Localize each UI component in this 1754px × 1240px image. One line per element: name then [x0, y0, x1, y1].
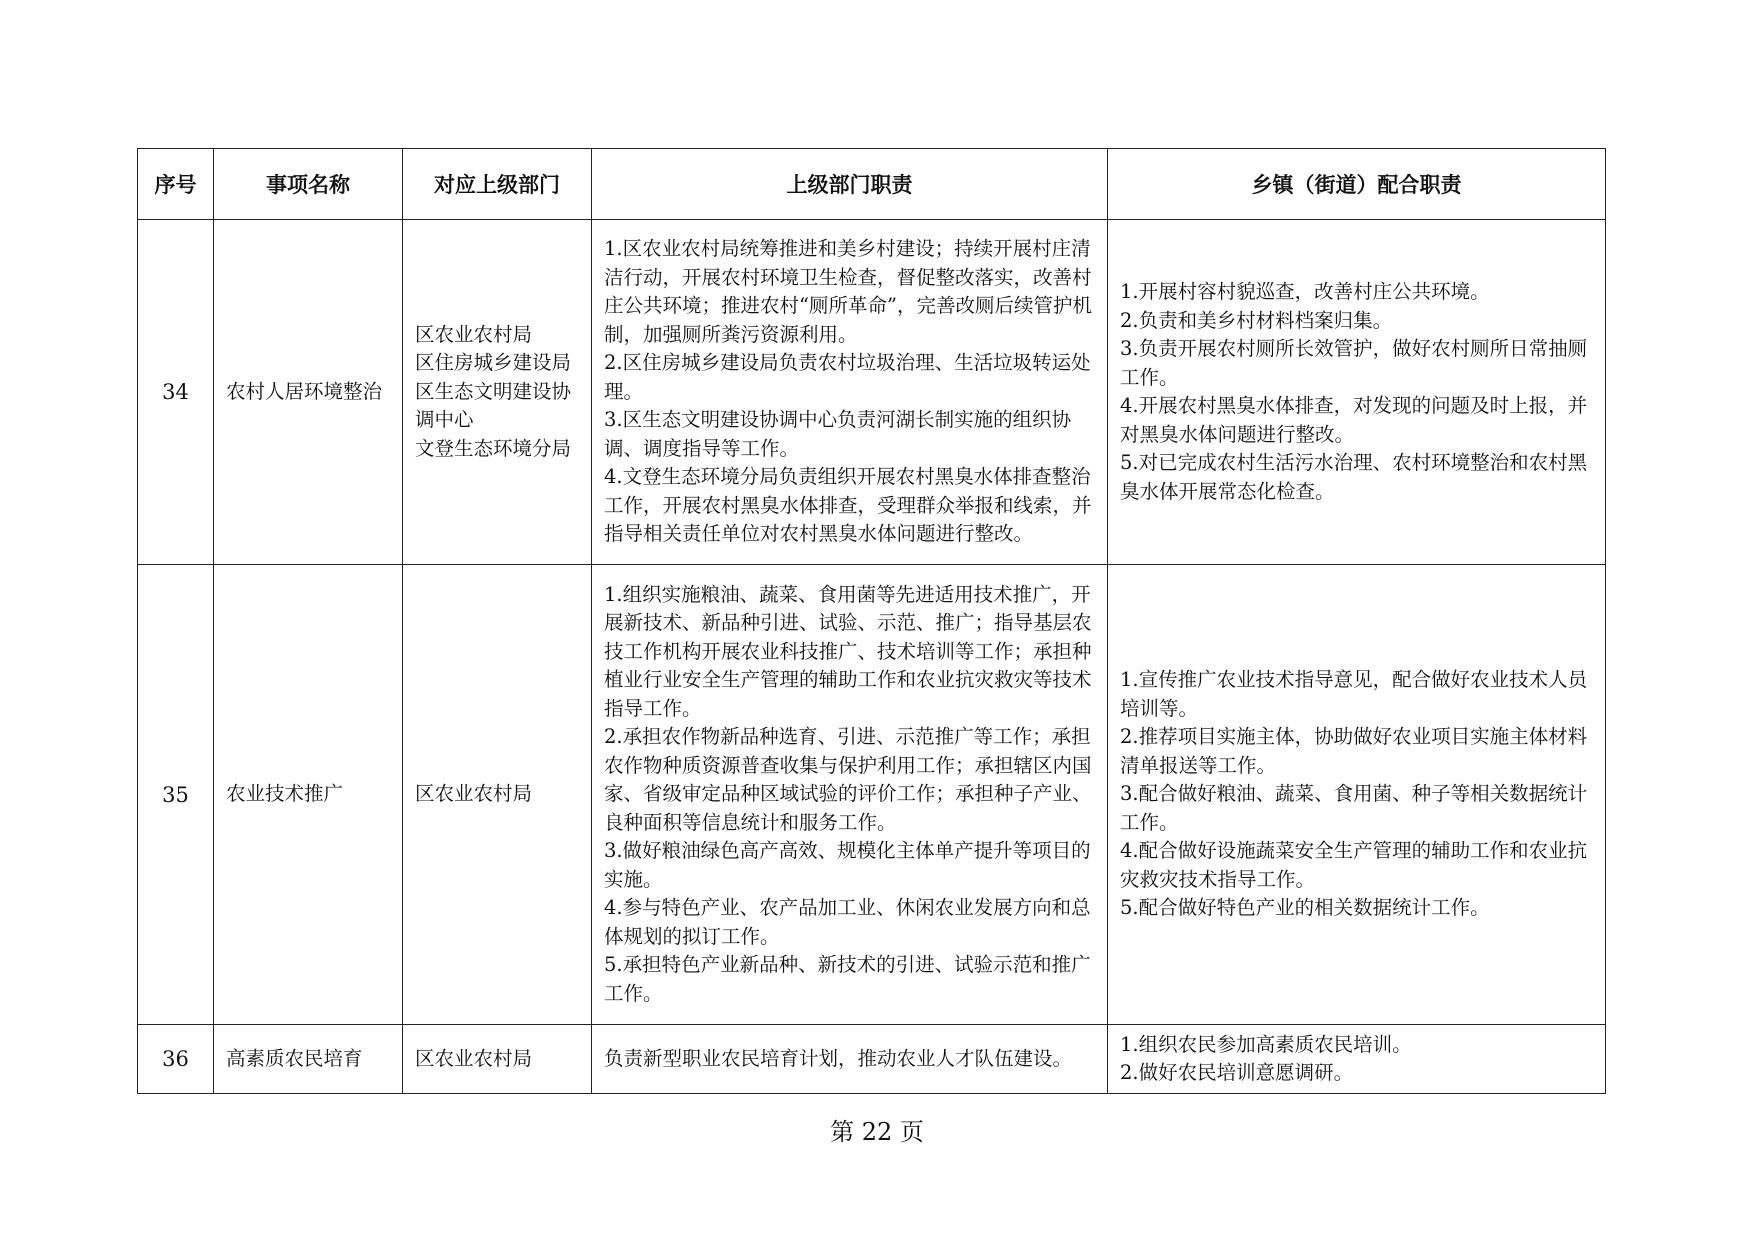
header-serial-number: 序号 — [138, 149, 214, 220]
department-line: 区住房城乡建设局 — [415, 351, 572, 375]
township-duties-cell — [1108, 220, 1606, 565]
township-duties-cell — [1108, 1025, 1606, 1094]
duty-paragraph: 5.对已完成农村生活污水治理、农村环境整治和农村黑臭水体开展常态化检查。 — [1120, 451, 1588, 503]
superior-duties-cell — [592, 220, 1108, 565]
table-header-row — [138, 149, 1606, 220]
page-number: 第 22 页 — [830, 1118, 924, 1146]
duty-paragraph: 4.配合做好设施蔬菜安全生产管理的辅助工作和农业抗灾救灾技术指导工作。 — [1120, 839, 1588, 891]
department-line: 区农业农村局 — [415, 322, 533, 346]
duty-paragraph: 4.文登生态环境分局负责组织开展农村黑臭水体排查整治工作，开展农村黑臭水体排查，受理群众举报和线索，并指导相关责任单位对农村黑臭水体问题进行整改。 — [604, 465, 1092, 546]
township-duties-cell — [1108, 565, 1606, 1025]
department-line: 区生态文明建设协调中心 — [415, 379, 572, 432]
item-name-cell: 高素质农民培育 — [214, 1025, 403, 1094]
table-row — [138, 1025, 1606, 1094]
duty-paragraph: 3.区生态文明建设协调中心负责河湖长制实施的组织协调、调度指导等工作。 — [604, 408, 1072, 460]
header-superior-duties: 上级部门职责 — [592, 149, 1108, 220]
serial-number-cell: 36 — [138, 1025, 214, 1094]
duty-table — [137, 148, 1606, 1094]
header-township-duties: 乡镇（街道）配合职责 — [1108, 149, 1606, 220]
department-line: 区农业农村局 — [415, 1046, 533, 1070]
serial-number-cell: 35 — [138, 565, 214, 1025]
item-name-cell: 农村人居环境整治 — [214, 220, 403, 565]
duty-paragraph: 3.配合做好粮油、蔬菜、食用菌、种子等相关数据统计工作。 — [1120, 782, 1588, 834]
duty-paragraph: 2.负责和美乡村材料档案归集。 — [1120, 308, 1393, 332]
department-line: 文登生态环境分局 — [415, 436, 572, 460]
department-cell — [403, 220, 592, 565]
superior-duties-cell — [592, 1025, 1108, 1094]
serial-number-cell: 34 — [138, 220, 214, 565]
duty-paragraph: 负责新型职业农民培育计划，推动农业人才队伍建设。 — [604, 1046, 1073, 1070]
duty-paragraph: 2.区住房城乡建设局负责农村垃圾治理、生活垃圾转运处理。 — [604, 351, 1091, 403]
header-item-name: 事项名称 — [214, 149, 403, 220]
department-cell — [403, 1025, 592, 1094]
duty-paragraph: 1.组织农民参加高素质农民培训。 — [1120, 1032, 1412, 1056]
table-row — [138, 220, 1606, 565]
duty-paragraph: 1.开展村容村貌巡查，改善村庄公共环境。 — [1120, 280, 1490, 303]
duty-paragraph: 1.宣传推广农业技术指导意见，配合做好农业技术人员培训等。 — [1120, 668, 1588, 720]
duty-paragraph: 1.组织实施粮油、蔬菜、食用菌等先进适用技术推广，开展新技术、新品种引进、试验、示范、推广；指导基层农技工作机构开展农业科技推广、技术培训等工作；承担种植业行业安全生产管理的辅助工作和农业抗灾救灾等技术指导工作。 — [604, 582, 1092, 720]
duty-paragraph: 3.负责开展农村厕所长效管护，做好农村厕所日常抽厕工作。 — [1120, 337, 1588, 389]
superior-duties-cell — [592, 565, 1108, 1025]
duty-paragraph: 4.开展农村黑臭水体排查，对发现的问题及时上报，并对黑臭水体问题进行整改。 — [1120, 394, 1588, 446]
duty-paragraph: 1.区农业农村局统筹推进和美乡村建设；持续开展村庄清洁行动，开展农村环境卫生检查，督促整改落实，改善村庄公共环境；推进农村“厕所革命”，完善改厕后续管护机制，加强厕所粪污资源利用。 — [604, 237, 1092, 346]
duty-paragraph: 4.参与特色产业、农产品加工业、休闲农业发展方向和总体规划的拟订工作。 — [604, 896, 1091, 948]
header-superior-department: 对应上级部门 — [403, 149, 592, 220]
department-line: 区农业农村局 — [415, 782, 533, 806]
duty-paragraph: 2.承担农作物新品种选育、引进、示范推广等工作；承担农作物种质资源普查收集与保护利用工作；承担辖区内国家、省级审定品种区域试验的评价工作；承担种子产业、良种面积等信息统计和服务工作。 — [604, 725, 1092, 834]
duty-paragraph: 5.配合做好特色产业的相关数据统计工作。 — [1120, 896, 1490, 920]
table-row — [138, 565, 1606, 1025]
duty-paragraph: 3.做好粮油绿色高产高效、规模化主体单产提升等项目的实施。 — [604, 839, 1091, 891]
duty-paragraph: 2.推荐项目实施主体，协助做好农业项目实施主体材料清单报送等工作。 — [1120, 725, 1588, 777]
duty-paragraph: 2.做好农民培训意愿调研。 — [1120, 1061, 1354, 1084]
duty-paragraph: 5.承担特色产业新品种、新技术的引进、试验示范和推广工作。 — [604, 953, 1091, 1005]
department-cell — [403, 565, 592, 1025]
item-name-cell: 农业技术推广 — [214, 565, 403, 1025]
